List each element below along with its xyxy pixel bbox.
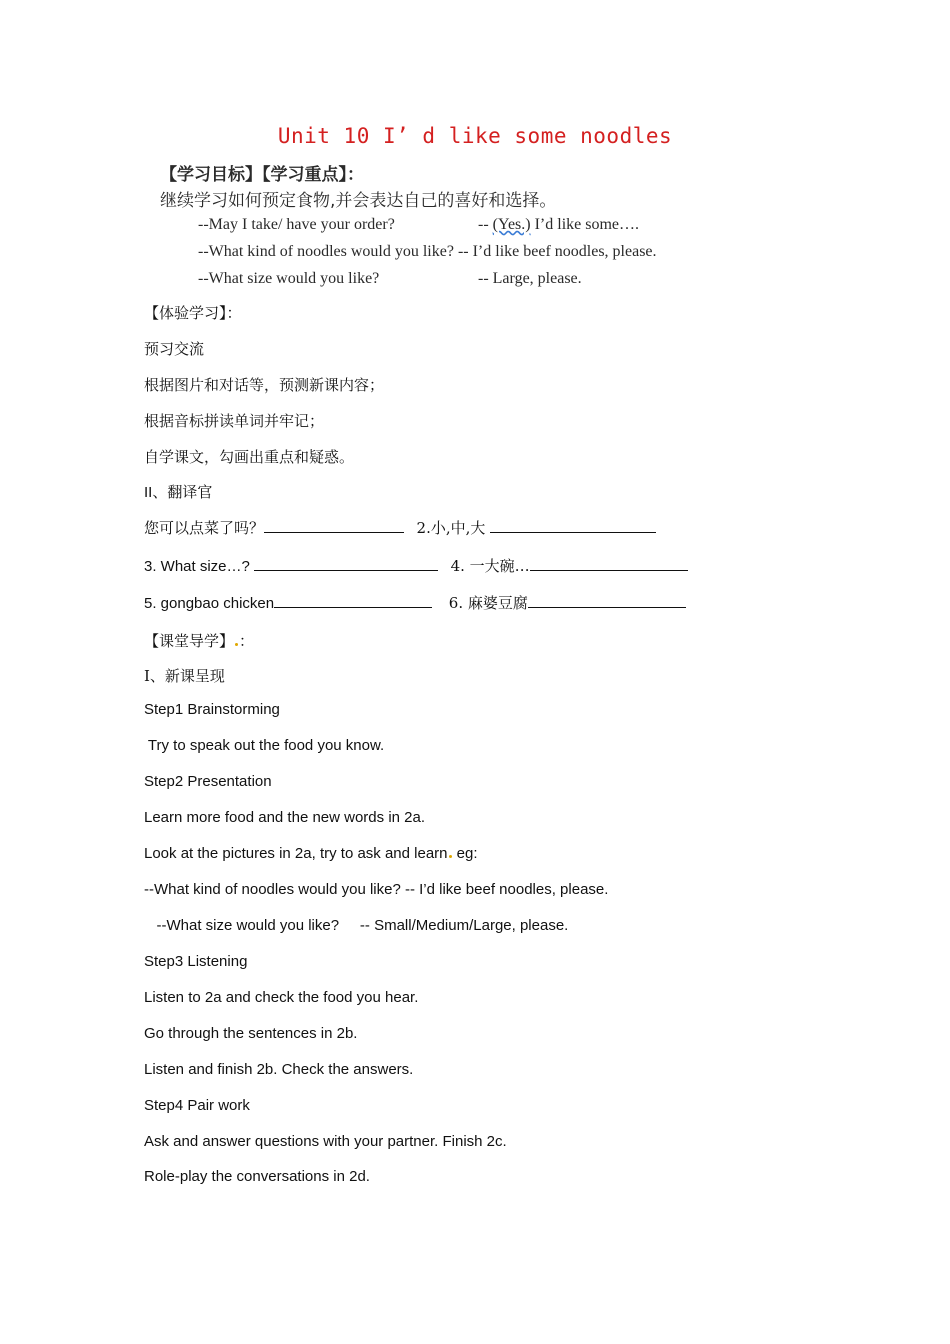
section-classroom: 【课堂导学】 ：: [144, 632, 255, 650]
answer-blank[interactable]: [264, 517, 404, 533]
translate-row-3: 5. gongbao chicken 6. 麻婆豆腐: [144, 592, 686, 613]
learning-goals-image: [158, 156, 718, 292]
step1-text: Try to speak out the food you know.: [144, 737, 385, 754]
answer-blank[interactable]: [254, 555, 438, 571]
goals-a3: -- Large, please.: [478, 270, 582, 287]
goals-header: 【学习目标】【学习重点】：: [160, 165, 364, 185]
step4-text-1: Ask and answer questions with your partner. Finish 2c.: [144, 1133, 507, 1150]
section-experience: 【体验学习】：: [144, 304, 242, 322]
preview-item-1: 根据图片和对话等，预测新课内容；: [144, 376, 385, 394]
new-lesson-heading: I、新课呈现: [144, 667, 225, 685]
translate-row-1: 您可以点菜了吗？ 2.小,中,大: [144, 517, 656, 538]
mark-dot: [449, 855, 452, 858]
answer-blank[interactable]: [274, 592, 432, 608]
translate-row-2: 3. What size…? 4. 一大碗…: [144, 555, 688, 576]
step3-heading: Step3 Listening: [144, 953, 248, 970]
step2-text-2: Look at the pictures in 2a, try to ask and learn eg:: [144, 845, 478, 862]
preview-heading: 预习交流: [144, 340, 205, 358]
step2-heading: Step2 Presentation: [144, 773, 272, 790]
step3-text-2: Go through the sentences in 2b.: [144, 1025, 358, 1042]
step4-text-2: Role-play the conversations in 2d.: [144, 1168, 370, 1185]
step3-text-3: Listen and finish 2b. Check the answers.: [144, 1061, 414, 1078]
goals-q3: --What size would you like?: [198, 270, 380, 287]
goals-intro: 继续学习如何预定食物,并会表达自己的喜好和选择。: [160, 191, 557, 211]
preview-item-3: 自学课文，勾画出重点和疑惑。: [144, 448, 355, 466]
translator-heading: II、翻译官: [144, 484, 213, 501]
goals-a1: -- (Yes.) I’d like some….: [478, 216, 640, 233]
preview-item-2: 根据音标拼读单词并牢记；: [144, 412, 325, 430]
step4-heading: Step4 Pair work: [144, 1097, 250, 1114]
step1-heading: Step1 Brainstorming: [144, 701, 280, 718]
step2-dialog-2: --What size would you like? -- Small/Medium/Large, please.: [144, 917, 569, 934]
answer-blank[interactable]: [528, 592, 686, 608]
step3-text-1: Listen to 2a and check the food you hear.: [144, 989, 419, 1006]
answer-blank[interactable]: [530, 555, 688, 571]
mark-dot: [235, 643, 238, 646]
goals-q2: --What kind of noodles would you like? -- I’d like beef noodles, please.: [198, 243, 657, 260]
page-title: Unit 10 I’ d like some noodles: [277, 124, 673, 148]
goals-a1-yes: (Yes.): [492, 216, 531, 233]
goals-q1: --May I take/ have your order?: [198, 216, 395, 233]
step2-dialog-1: --What kind of noodles would you like? -- I’d like beef noodles, please.: [144, 881, 609, 898]
step2-text-1: Learn more food and the new words in 2a.: [144, 809, 426, 826]
answer-blank[interactable]: [490, 517, 656, 533]
